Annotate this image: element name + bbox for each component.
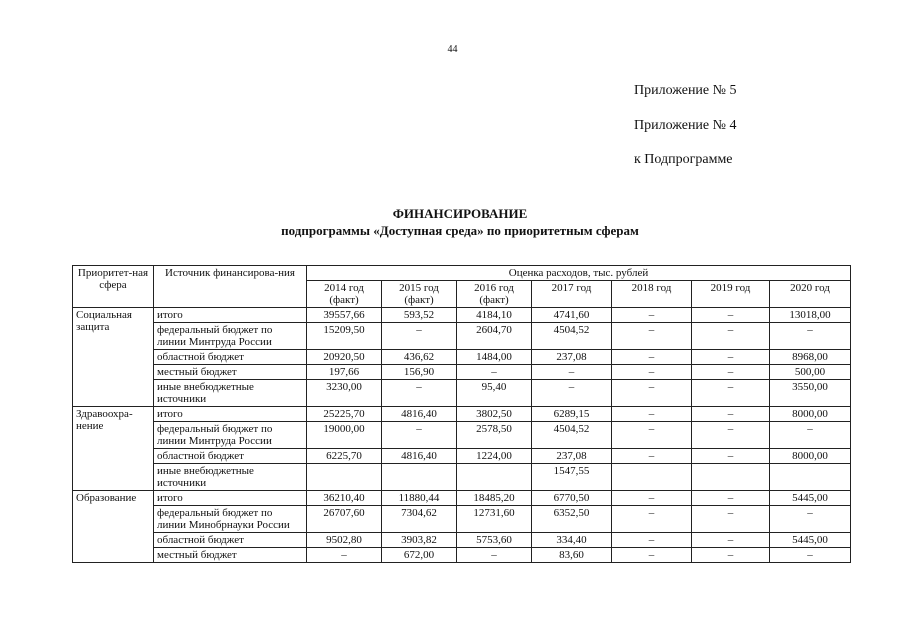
value-cell: – xyxy=(612,548,692,563)
source-cell: итого xyxy=(154,308,307,323)
value-cell: 3903,82 xyxy=(382,533,457,548)
value-cell: – xyxy=(612,323,692,350)
value-cell: 4816,40 xyxy=(382,449,457,464)
value-cell: – xyxy=(770,422,851,449)
value-cell: – xyxy=(457,365,532,380)
value-cell: 11880,44 xyxy=(382,491,457,506)
value-cell: – xyxy=(692,548,770,563)
value-cell: – xyxy=(692,407,770,422)
value-cell: – xyxy=(612,422,692,449)
value-cell: 237,08 xyxy=(532,350,612,365)
value-cell: 8000,00 xyxy=(770,449,851,464)
value-cell xyxy=(382,464,457,491)
sphere-cell: Здравоохра-нение xyxy=(73,407,154,491)
value-cell: 15209,50 xyxy=(307,323,382,350)
value-cell xyxy=(612,464,692,491)
source-cell: областной бюджет xyxy=(154,533,307,548)
value-cell: 26707,60 xyxy=(307,506,382,533)
source-cell: федеральный бюджет по линии Минтруда России xyxy=(154,323,307,350)
value-cell: 39557,66 xyxy=(307,308,382,323)
value-cell: 500,00 xyxy=(770,365,851,380)
source-cell: иные внебюджетные источники xyxy=(154,380,307,407)
value-cell: 4504,52 xyxy=(532,323,612,350)
table-row xyxy=(73,323,851,350)
value-cell: 1224,00 xyxy=(457,449,532,464)
value-cell: – xyxy=(692,491,770,506)
value-cell: – xyxy=(307,548,382,563)
value-cell: 3550,00 xyxy=(770,380,851,407)
financing-table xyxy=(72,265,851,563)
value-cell: 4184,10 xyxy=(457,308,532,323)
source-cell: федеральный бюджет по линии Минтруда России xyxy=(154,422,307,449)
value-cell: – xyxy=(612,380,692,407)
value-cell: 18485,20 xyxy=(457,491,532,506)
value-cell: 593,52 xyxy=(382,308,457,323)
value-cell: 36210,40 xyxy=(307,491,382,506)
value-cell: – xyxy=(770,548,851,563)
value-cell: 20920,50 xyxy=(307,350,382,365)
table-row xyxy=(73,491,851,506)
header-source: Источник финансирова-ния xyxy=(154,266,307,308)
value-cell: – xyxy=(612,407,692,422)
value-cell: – xyxy=(692,533,770,548)
value-cell: – xyxy=(532,380,612,407)
value-cell: – xyxy=(532,365,612,380)
document-title: ФИНАНСИРОВАНИЕ xyxy=(392,206,528,221)
table-row xyxy=(73,464,851,491)
value-cell: – xyxy=(692,350,770,365)
value-cell: – xyxy=(612,533,692,548)
value-cell: 5445,00 xyxy=(770,533,851,548)
header-sphere: Приоритет-ная сфера xyxy=(73,266,154,308)
table-row xyxy=(73,365,851,380)
value-cell: – xyxy=(692,380,770,407)
sphere-cell: Образование xyxy=(73,491,154,563)
value-cell: 672,00 xyxy=(382,548,457,563)
value-cell: – xyxy=(612,308,692,323)
page-number: 44 xyxy=(447,44,458,55)
value-cell: 12731,60 xyxy=(457,506,532,533)
value-cell: – xyxy=(382,380,457,407)
value-cell: – xyxy=(692,365,770,380)
document-subtitle: подпрограммы «Доступная среда» по приоритетным сферам xyxy=(281,223,639,238)
value-cell: 197,66 xyxy=(307,365,382,380)
source-cell: областной бюджет xyxy=(154,449,307,464)
value-cell: – xyxy=(457,548,532,563)
table-row xyxy=(73,506,851,533)
sphere-cell: Социальная защита xyxy=(73,308,154,407)
source-cell: итого xyxy=(154,491,307,506)
table-body xyxy=(73,308,851,563)
annex-line-2: Приложение № 4 xyxy=(634,118,737,133)
header-year: 2017 год xyxy=(532,281,612,308)
value-cell: – xyxy=(770,323,851,350)
value-cell: – xyxy=(382,422,457,449)
source-cell: областной бюджет xyxy=(154,350,307,365)
value-cell: 2578,50 xyxy=(457,422,532,449)
value-cell: 6225,70 xyxy=(307,449,382,464)
value-cell: 4816,40 xyxy=(382,407,457,422)
header-year: 2019 год xyxy=(692,281,770,308)
source-cell: иные внебюджетные источники xyxy=(154,464,307,491)
value-cell xyxy=(307,464,382,491)
value-cell: 5753,60 xyxy=(457,533,532,548)
value-cell: 4504,52 xyxy=(532,422,612,449)
value-cell: 19000,00 xyxy=(307,422,382,449)
table-row xyxy=(73,350,851,365)
source-cell: итого xyxy=(154,407,307,422)
value-cell: 25225,70 xyxy=(307,407,382,422)
value-cell: 2604,70 xyxy=(457,323,532,350)
value-cell: – xyxy=(612,350,692,365)
value-cell xyxy=(692,464,770,491)
value-cell: – xyxy=(692,506,770,533)
source-cell: местный бюджет xyxy=(154,548,307,563)
value-cell: 436,62 xyxy=(382,350,457,365)
annex-line-1: Приложение № 5 xyxy=(634,83,737,98)
value-cell: – xyxy=(382,323,457,350)
value-cell: 6770,50 xyxy=(532,491,612,506)
table-header-row xyxy=(73,266,851,281)
header-year: 2016 год (факт) xyxy=(457,281,532,308)
table-row xyxy=(73,308,851,323)
header-year: 2015 год (факт) xyxy=(382,281,457,308)
value-cell: 13018,00 xyxy=(770,308,851,323)
value-cell xyxy=(770,464,851,491)
value-cell: 95,40 xyxy=(457,380,532,407)
table-row xyxy=(73,380,851,407)
value-cell: 7304,62 xyxy=(382,506,457,533)
value-cell: 1484,00 xyxy=(457,350,532,365)
value-cell: – xyxy=(692,308,770,323)
value-cell: – xyxy=(770,506,851,533)
value-cell: – xyxy=(692,449,770,464)
value-cell: – xyxy=(692,422,770,449)
header-year: 2020 год xyxy=(770,281,851,308)
source-cell: местный бюджет xyxy=(154,365,307,380)
table-row xyxy=(73,548,851,563)
value-cell: 9502,80 xyxy=(307,533,382,548)
value-cell: 8000,00 xyxy=(770,407,851,422)
value-cell: 3802,50 xyxy=(457,407,532,422)
value-cell: 237,08 xyxy=(532,449,612,464)
source-cell: федеральный бюджет по линии Минобрнауки России xyxy=(154,506,307,533)
value-cell: – xyxy=(612,506,692,533)
table-row xyxy=(73,407,851,422)
table-row xyxy=(73,422,851,449)
value-cell: 83,60 xyxy=(532,548,612,563)
value-cell: 4741,60 xyxy=(532,308,612,323)
value-cell: – xyxy=(692,323,770,350)
value-cell: 156,90 xyxy=(382,365,457,380)
annex-line-3: к Подпрограмме xyxy=(634,152,733,167)
header-year: 2018 год xyxy=(612,281,692,308)
header-estimate: Оценка расходов, тыс. рублей xyxy=(307,266,851,281)
value-cell: 3230,00 xyxy=(307,380,382,407)
value-cell: 334,40 xyxy=(532,533,612,548)
value-cell: 5445,00 xyxy=(770,491,851,506)
value-cell: – xyxy=(612,449,692,464)
table-row xyxy=(73,533,851,548)
value-cell: 6352,50 xyxy=(532,506,612,533)
value-cell: 6289,15 xyxy=(532,407,612,422)
value-cell: – xyxy=(612,365,692,380)
header-year: 2014 год (факт) xyxy=(307,281,382,308)
value-cell xyxy=(457,464,532,491)
value-cell: 1547,55 xyxy=(532,464,612,491)
value-cell: – xyxy=(612,491,692,506)
value-cell: 8968,00 xyxy=(770,350,851,365)
table-row xyxy=(73,449,851,464)
